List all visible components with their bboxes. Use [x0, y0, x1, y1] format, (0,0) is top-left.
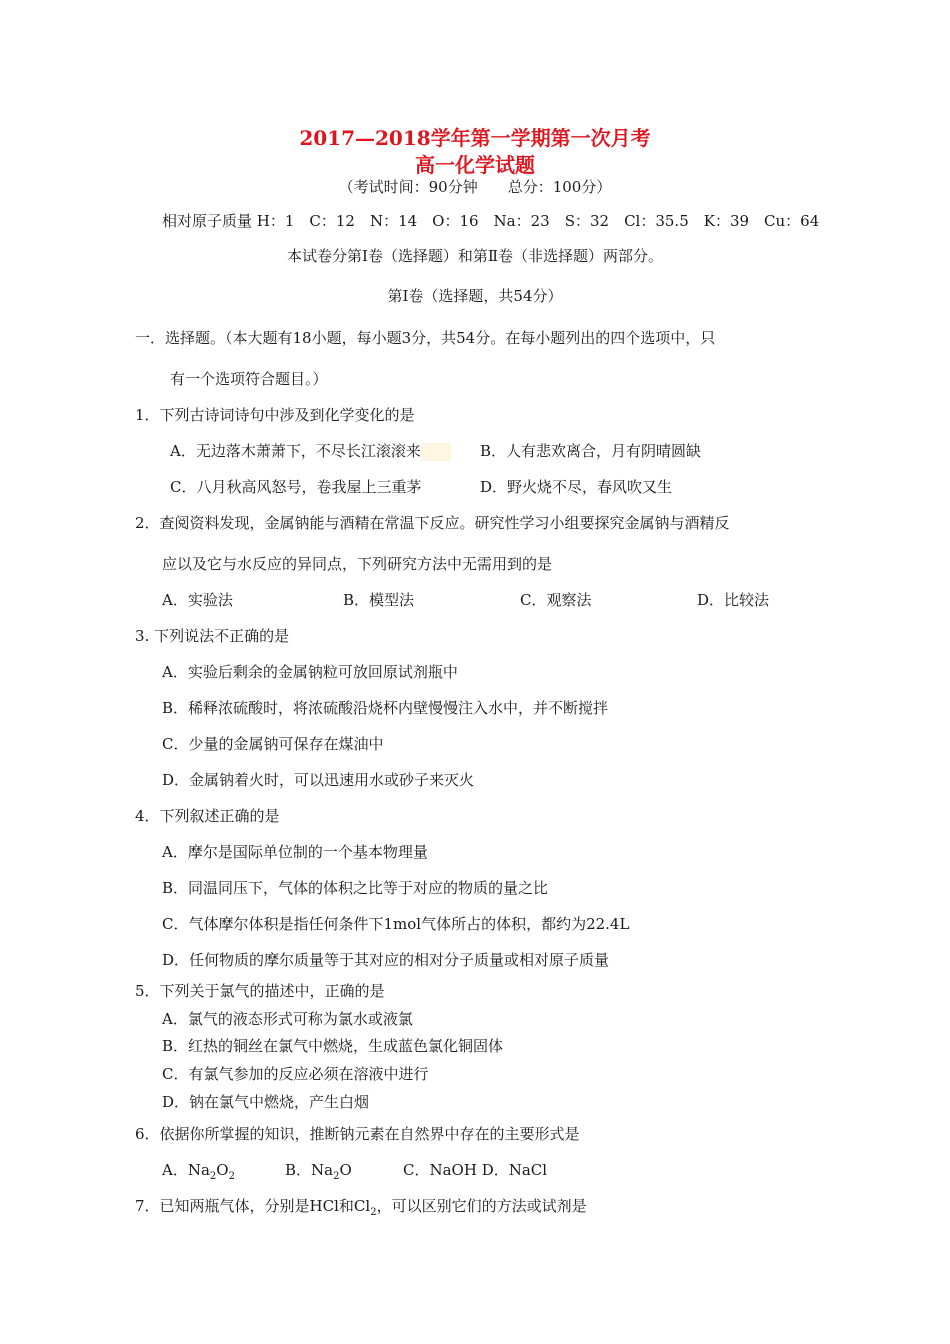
question-5-option-a: A．氯气的液态形式可称为氯水或液氯 — [162, 1010, 413, 1028]
highlight-mark — [421, 443, 451, 461]
formula-subscript: 2 — [333, 1171, 340, 1182]
question-1-stem: 1．下列古诗词诗句中涉及到化学变化的是 — [135, 406, 415, 424]
question-2-option-b: B．模型法 — [343, 591, 415, 609]
formula-subscript: 2 — [228, 1171, 235, 1182]
question-4-option-c: C．气体摩尔体积是指任何条件下1mol气体所占的体积，都约为22.4L — [162, 915, 630, 933]
question-3-option-d: D．金属钠着火时，可以迅速用水或砂子来灭火 — [162, 771, 475, 789]
formula-part: A．Na — [162, 1161, 210, 1179]
exam-title: 2017—2018学年第一学期第一次月考 — [299, 126, 651, 150]
stem-part: ，可以区别它们的方法或试剂是 — [376, 1197, 587, 1215]
question-3-option-b: B．稀释浓硫酸时，将浓硫酸沿烧杯内壁慢慢注入水中，并不断搅拌 — [162, 699, 609, 717]
formula-subscript: 2 — [209, 1171, 217, 1182]
stem-part: 7．已知两瓶气体，分别是HCl和Cl — [135, 1197, 371, 1215]
formula-subscript: 2 — [370, 1207, 377, 1218]
paper-note: 本试卷分第Ⅰ卷（选择题）和第Ⅱ卷（非选择题）两部分。 — [286, 247, 664, 265]
section-heading: 一．选择题。（本大题有18小题，每小题3分，共54分。在每小题列出的四个选项中，只 — [135, 329, 716, 347]
formula-part: B．Na — [285, 1161, 334, 1179]
question-4-option-d: D．任何物质的摩尔质量等于其对应的相对分子质量或相对原子质量 — [162, 951, 610, 969]
question-3-stem: 3. 下列说法不正确的是 — [135, 627, 290, 645]
question-6-option-b — [285, 1160, 352, 1180]
question-2-option-a: A．实验法 — [162, 591, 233, 609]
option-text: A．无边落木萧萧下，不尽长江滚滚来 — [170, 442, 421, 460]
question-5-stem: 5．下列关于氯气的描述中，正确的是 — [135, 982, 385, 1000]
formula-part: O — [339, 1161, 352, 1179]
question-6-option-a — [162, 1160, 235, 1180]
exam-subtitle: 高一化学试题 — [415, 153, 535, 177]
question-4-option-a: A．摩尔是国际单位制的一个基本物理量 — [162, 843, 428, 861]
question-2-stem-cont: 应以及它与水反应的异同点，下列研究方法中无需用到的是 — [162, 555, 553, 573]
question-1-option-b: B．人有悲欢离合，月有阴晴圆缺 — [480, 442, 702, 460]
question-5-option-c: C．有氯气参加的反应必须在溶液中进行 — [162, 1065, 429, 1083]
exam-info: （考试时间：90分钟 总分：100分） — [338, 178, 612, 196]
atomic-masses: 相对原子质量 H：1 C：12 N：14 O：16 Na：23 S：32 Cl：35.5 K：39 Cu：64 — [162, 212, 820, 230]
question-1-option-d: D．野火烧不尽，春风吹又生 — [480, 478, 673, 496]
question-7-stem — [135, 1196, 587, 1216]
question-3-option-a: A．实验后剩余的金属钠粒可放回原试剂瓶中 — [162, 663, 458, 681]
question-5-option-b: B．红热的铜丝在氯气中燃烧，生成蓝色氯化铜固体 — [162, 1037, 504, 1055]
part1-title: 第Ⅰ卷（选择题，共54分） — [387, 287, 563, 305]
question-2-stem: 2．查阅资料发现，金属钠能与酒精在常温下反应。研究性学习小组要探究金属钠与酒精反 — [135, 514, 730, 532]
question-4-stem: 4．下列叙述正确的是 — [135, 807, 280, 825]
question-3-option-c: C．少量的金属钠可保存在煤油中 — [162, 735, 384, 753]
section-heading-cont: 有一个选项符合题目。） — [170, 370, 328, 388]
question-2-option-d: D．比较法 — [697, 591, 770, 609]
question-1-option-c: C．八月秋高风怒号，卷我屋上三重茅 — [170, 478, 422, 496]
question-6-options-cd: C．NaOH D．NaCl — [403, 1161, 548, 1179]
question-2-option-c: C．观察法 — [520, 591, 592, 609]
formula-part: O — [216, 1161, 229, 1179]
question-5-option-d: D．钠在氯气中燃烧，产生白烟 — [162, 1093, 370, 1111]
question-4-option-b: B．同温同压下，气体的体积之比等于对应的物质的量之比 — [162, 879, 549, 897]
question-6-stem: 6．依据你所掌握的知识，推断钠元素在自然界中存在的主要形式是 — [135, 1125, 580, 1143]
question-1-option-a — [170, 441, 451, 461]
